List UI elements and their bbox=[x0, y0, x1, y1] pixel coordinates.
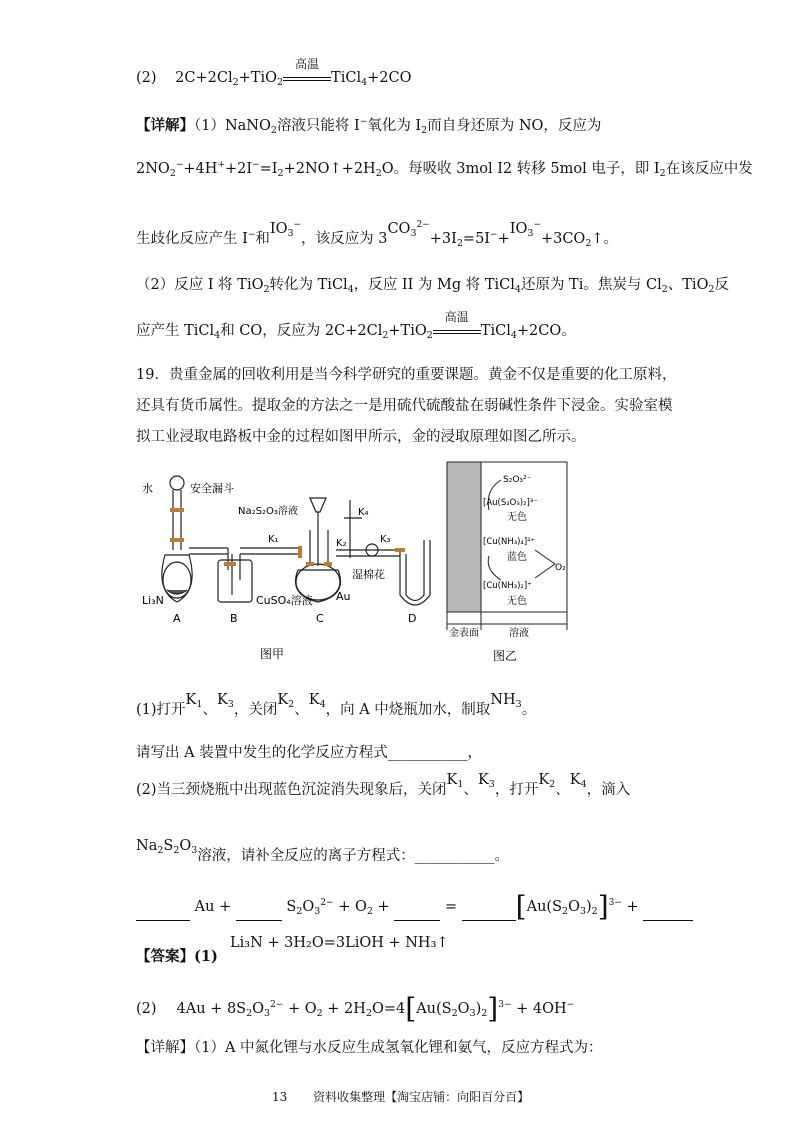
disproportionation-line: 生歧化反应产生 I−和$IO_3^-$，该反应为 $3CO_3^{2-}+3I_2=5I^-+IO_3^-+3CO_2↑$。 bbox=[136, 220, 619, 249]
question-part-1: (1)打开$K_1$、$K_3$，关闭$K_2$、$K_4$，向 A 中烧瓶加水，制取$NH_3$。 bbox=[136, 692, 537, 718]
label-cotton: 湿棉花 bbox=[352, 568, 385, 581]
label-water: 水 bbox=[142, 482, 153, 495]
label-a: A bbox=[173, 612, 181, 625]
reaction-paragraph-2: （2）反应 I 将 TiO$_2$转化为 TiCl$_4$，反应 II 为 Mg 将 TiCl$_4$还原为 Ti。焦炭与 $Cl_2$、TiO$_2$反 bbox=[136, 277, 730, 295]
answer-equation-1: Li₃N + 3H₂O=3LiOH + NH₃↑ bbox=[230, 935, 449, 951]
label-k2: K₂ bbox=[336, 538, 347, 549]
label-complex2: [Cu(NH₃)₄]²⁺ bbox=[483, 537, 536, 547]
label-k4: K₄ bbox=[358, 507, 369, 518]
question-19-line-2: 还具有货币属性。提取金的方法之一是用硫代硫酸盐在弱碱性条件下浸金。实验室模 bbox=[136, 398, 673, 414]
blank-ionic-equation: $Au + S_2O_3^{2-} + O_2$ + = $[Au(S_2O_3)_2]^{3-}$ + bbox=[136, 893, 693, 921]
page-footer bbox=[272, 1090, 529, 1104]
label-colorless1: 无色 bbox=[507, 512, 527, 523]
label-surface: 金表面 bbox=[449, 628, 479, 639]
mechanism-figure bbox=[445, 460, 575, 670]
label-k3: K₃ bbox=[380, 534, 391, 545]
label-funnel: 安全漏斗 bbox=[190, 482, 234, 495]
label-b: B bbox=[230, 612, 238, 625]
footer-text: 资料收集整理【淘宝店铺：向阳百分百】 bbox=[313, 1090, 530, 1104]
label-au: Au bbox=[336, 590, 351, 603]
condition-arrow: 高温 bbox=[283, 71, 331, 88]
label-c: C bbox=[316, 612, 324, 625]
label-li3n: Li₃N bbox=[142, 594, 164, 607]
question-19-line-1: 19．贵重金属的回收利用是当今科学研究的重要课题。黄金不仅是重要的化工原料， bbox=[136, 367, 677, 383]
label-colorless2: 无色 bbox=[507, 596, 527, 607]
ionic-equation-line: $2NO_2^-+4H^++2I^-=I_2+2NO↑+2H_2O$。每吸收 3mol I2 转移 5mol 电子，即 $I_2$在该反应中发 bbox=[136, 160, 753, 179]
apparatus-figure bbox=[140, 470, 440, 670]
answer-label: 【答案】(1) bbox=[136, 948, 218, 965]
label-k1: K₁ bbox=[268, 534, 279, 545]
equation-line-1: (2) $2C+2Cl_2+TiO_2$ 高温 TiCl$_4$+2CO bbox=[136, 57, 412, 88]
label-complex3: [Cu(NH₃)₂]⁺ bbox=[483, 581, 532, 591]
detail-paragraph-2: 【详解】（1）A 中氮化锂与水反应生成氢氧化锂和氨气，反应方程式为： bbox=[136, 1040, 603, 1056]
detail-paragraph-1: 【详解】（1）NaNO$_2$溶液只能将 I−氧化为 $I_2$而自身还原为 NO，反应为 bbox=[136, 117, 602, 136]
question-19-line-3: 拟工业浸取电路板中金的过程如图甲所示，金的浸取原理如图乙所示。 bbox=[136, 429, 586, 445]
label-o2: O₂ bbox=[555, 563, 566, 573]
question-part-2-prompt: $Na_2S_2O_3$溶液，请补全反应的离子方程式：___________。 bbox=[136, 838, 510, 864]
answer-equation-2: (2) $4Au + 8S_2O_3^{2-} + O_2 + 2H_2O=4[Au(S_2O_3)_2]^{3-} + 4OH^-$ bbox=[136, 992, 575, 1025]
label-solution: 溶液 bbox=[509, 628, 529, 639]
label-blue: 蓝色 bbox=[507, 552, 527, 563]
label-complex1: [Au(S₂O₃)₂]³⁻ bbox=[483, 498, 538, 508]
page-number: 13 bbox=[272, 1090, 288, 1104]
label-s2o3: S₂O₃²⁻ bbox=[503, 475, 532, 485]
eq-number: (2) bbox=[136, 70, 157, 86]
question-part-2: (2)当三颈烧瓶中出现蓝色沉淀消失现象后，关闭$K_1$、$K_3$，打开$K_2$、$K_4$，滴入 bbox=[136, 772, 631, 798]
question-part-1-prompt: 请写出 A 装置中发生的化学反应方程式___________， bbox=[136, 745, 482, 761]
label-d: D bbox=[408, 612, 417, 625]
label-cuso4: CuSO₄溶液 bbox=[256, 594, 313, 607]
reaction-paragraph-2b: 应产生 TiCl$_4$和 CO，反应为 $2C+2Cl_2+TiO_2$ 高温 TiCl$_4$+2CO。 bbox=[136, 310, 576, 341]
caption-fig2: 图乙 bbox=[493, 649, 518, 663]
label-na2s2o3: Na₂S₂O₃溶液 bbox=[238, 506, 298, 517]
caption-fig1: 图甲 bbox=[260, 647, 285, 661]
